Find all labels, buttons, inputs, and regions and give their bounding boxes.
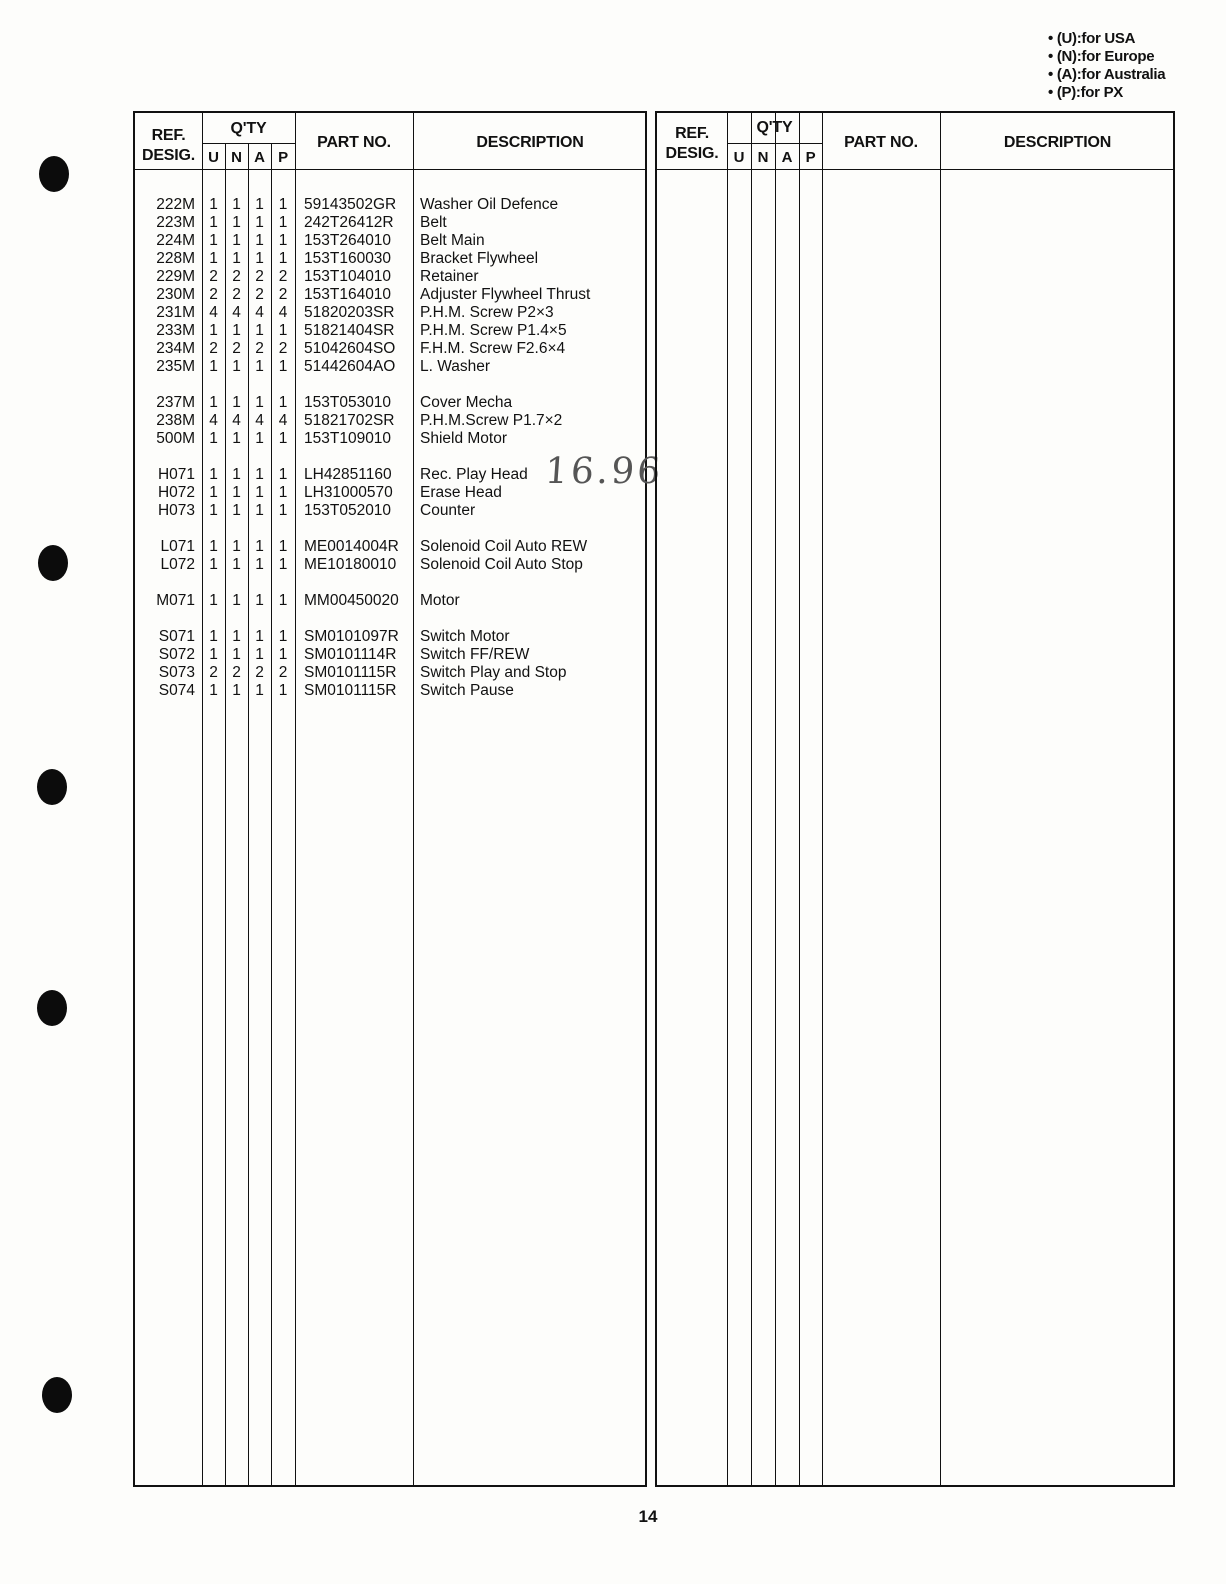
qty-a-cell: 1 <box>255 322 264 339</box>
header-qty-u: U <box>208 149 219 166</box>
description-cell: L. Washer <box>420 358 491 375</box>
parts-table-left <box>133 111 647 1487</box>
binder-hole <box>37 769 67 805</box>
qty-u-cell: 2 <box>209 268 218 285</box>
binder-hole <box>42 1377 72 1413</box>
qty-u-cell: 4 <box>209 304 218 321</box>
description-cell: Solenoid Coil Auto Stop <box>420 556 583 573</box>
qty-a-cell: 2 <box>255 664 264 681</box>
qty-p-cell: 4 <box>278 412 288 429</box>
table-row <box>135 664 645 682</box>
ref-cell: H073 <box>157 502 195 519</box>
description-cell: Switch FF/REW <box>420 646 530 663</box>
qty-a-cell: 1 <box>255 394 264 411</box>
qty-u-cell: 1 <box>209 394 218 411</box>
part-no-cell: 51821702SR <box>304 412 395 429</box>
qty-n-cell: 1 <box>232 484 241 501</box>
qty-u-cell: 2 <box>209 340 218 357</box>
qty-u-cell: 2 <box>209 664 218 681</box>
qty-p-cell: 1 <box>278 358 288 375</box>
qty-u-cell: 1 <box>209 484 218 501</box>
part-no-cell: 51042604SO <box>304 340 396 357</box>
qty-u-cell: 1 <box>209 628 218 645</box>
qty-u-cell: 1 <box>209 430 218 447</box>
qty-p-cell: 1 <box>278 322 288 339</box>
table-row <box>135 646 645 664</box>
description-cell: P.H.M.Screw P1.7×2 <box>420 412 563 429</box>
description-cell: Cover Mecha <box>420 394 513 411</box>
qty-a-cell: 1 <box>255 430 264 447</box>
description-cell: Switch Motor <box>420 628 510 645</box>
qty-a-cell: 1 <box>255 646 264 663</box>
ref-cell: S073 <box>158 664 195 681</box>
qty-p-cell: 2 <box>278 664 288 681</box>
qty-n-cell: 1 <box>232 628 241 645</box>
qty-a-cell: 1 <box>255 484 264 501</box>
qty-n-cell: 1 <box>232 430 241 447</box>
binder-hole <box>38 545 68 581</box>
qty-n-cell: 2 <box>232 340 241 357</box>
legend-item-europe: • (N):for Europe <box>1048 48 1155 65</box>
table-row <box>135 286 645 304</box>
qty-n-cell: 2 <box>232 664 241 681</box>
ref-cell: H071 <box>157 466 195 483</box>
ref-cell: L072 <box>160 556 195 573</box>
table-row <box>135 304 645 322</box>
description-cell: Belt <box>420 214 447 231</box>
qty-u-cell: 1 <box>209 646 218 663</box>
ref-cell: 500M <box>156 430 195 447</box>
part-no-cell: SM0101115R <box>304 682 397 699</box>
qty-n-cell: 1 <box>232 394 241 411</box>
legend-item-usa: • (U):for USA <box>1048 30 1136 47</box>
binder-hole <box>39 156 69 192</box>
description-cell: Rec. Play Head <box>420 466 528 483</box>
description-cell: Bracket Flywheel <box>420 250 539 267</box>
qty-p-cell: 1 <box>278 196 288 213</box>
qty-a-cell: 2 <box>255 268 264 285</box>
description-cell: Belt Main <box>420 232 485 249</box>
part-no-cell: 153T109010 <box>304 430 392 447</box>
ref-cell: 231M <box>156 304 195 321</box>
qty-u-cell: 1 <box>209 466 218 483</box>
table-row <box>135 394 645 412</box>
header-part-no: PART NO. <box>844 134 918 151</box>
qty-n-cell: 1 <box>232 556 241 573</box>
description-cell: Solenoid Coil Auto REW <box>420 538 588 555</box>
part-no-cell: 153T164010 <box>304 286 392 303</box>
ref-cell: 238M <box>156 412 195 429</box>
table-row <box>135 628 645 646</box>
table-row <box>135 196 645 214</box>
table-row <box>135 322 645 340</box>
qty-a-cell: 2 <box>255 340 264 357</box>
qty-p-cell: 1 <box>278 682 288 699</box>
ref-cell: 230M <box>156 286 195 303</box>
qty-p-cell: 1 <box>278 430 288 447</box>
ref-cell: 234M <box>156 340 195 357</box>
header-ref: REF. DESIG. <box>665 125 719 162</box>
qty-u-cell: 1 <box>209 232 218 249</box>
table-row <box>135 340 645 358</box>
page-number: 14 <box>638 1507 658 1526</box>
header-part-no: PART NO. <box>317 134 391 151</box>
qty-p-cell: 1 <box>278 646 288 663</box>
qty-n-cell: 1 <box>232 646 241 663</box>
handwritten-note: 16.96 <box>543 451 665 492</box>
ref-cell: L071 <box>160 538 195 555</box>
qty-u-cell: 4 <box>209 412 218 429</box>
description-cell: Shield Motor <box>420 430 508 447</box>
qty-u-cell: 1 <box>209 358 218 375</box>
qty-p-cell: 2 <box>278 286 288 303</box>
description-cell: F.H.M. Screw F2.6×4 <box>420 340 566 357</box>
qty-a-cell: 1 <box>255 682 264 699</box>
table-row <box>135 538 645 556</box>
qty-a-cell: 1 <box>255 628 264 645</box>
table-row <box>135 232 645 250</box>
ref-cell: S071 <box>158 628 195 645</box>
header-qty-p: P <box>805 149 816 166</box>
qty-u-cell: 1 <box>209 556 218 573</box>
ref-cell: H072 <box>157 484 195 501</box>
qty-p-cell: 1 <box>278 466 288 483</box>
part-no-cell: 59143502GR <box>304 196 397 213</box>
part-no-cell: SM0101097R <box>304 628 399 645</box>
qty-p-cell: 2 <box>278 340 288 357</box>
legend-item-px: • (P):for PX <box>1048 84 1123 101</box>
part-no-cell: 51442604AO <box>304 358 396 375</box>
table-row <box>135 412 645 430</box>
parts-table-right <box>655 111 1175 1487</box>
qty-a-cell: 4 <box>255 412 264 429</box>
description-cell: P.H.M. Screw P1.4×5 <box>420 322 567 339</box>
qty-n-cell: 4 <box>232 412 241 429</box>
qty-u-cell: 1 <box>209 682 218 699</box>
qty-n-cell: 1 <box>232 250 241 267</box>
qty-a-cell: 1 <box>255 232 264 249</box>
ref-cell: S074 <box>158 682 195 699</box>
qty-a-cell: 1 <box>255 502 264 519</box>
part-no-cell: SM0101114R <box>304 646 397 663</box>
qty-n-cell: 1 <box>232 214 241 231</box>
part-no-cell: LH31000570 <box>304 484 393 501</box>
header-qty-u: U <box>733 149 745 166</box>
qty-p-cell: 1 <box>278 394 288 411</box>
part-no-cell: SM0101115R <box>304 664 397 681</box>
header-qty-p: P <box>278 149 288 166</box>
ref-cell: 228M <box>156 250 195 267</box>
part-no-cell: 153T104010 <box>304 268 392 285</box>
qty-a-cell: 1 <box>255 592 264 609</box>
header-description: DESCRIPTION <box>1003 134 1112 151</box>
region-legend <box>1048 30 1218 102</box>
qty-n-cell: 1 <box>232 196 241 213</box>
description-cell: Erase Head <box>420 484 502 501</box>
qty-a-cell: 1 <box>255 250 264 267</box>
qty-p-cell: 1 <box>278 592 288 609</box>
table-row <box>135 430 645 448</box>
ref-cell: M071 <box>156 592 195 609</box>
qty-p-cell: 2 <box>278 268 288 285</box>
qty-p-cell: 1 <box>278 250 288 267</box>
qty-n-cell: 1 <box>232 682 241 699</box>
part-no-cell: 51821404SR <box>304 322 395 339</box>
qty-a-cell: 1 <box>255 556 264 573</box>
table-row <box>135 592 645 610</box>
ref-cell: S072 <box>158 646 195 663</box>
part-no-cell: LH42851160 <box>304 466 392 483</box>
description-cell: P.H.M. Screw P2×3 <box>420 304 554 321</box>
ref-cell: 229M <box>156 268 195 285</box>
description-cell: Adjuster Flywheel Thrust <box>420 286 591 303</box>
part-no-cell: 153T160030 <box>304 250 392 267</box>
table-row <box>135 214 645 232</box>
header-qty-n: N <box>757 149 769 166</box>
header-ref: REF. DESIG. <box>141 127 196 164</box>
qty-n-cell: 1 <box>232 538 241 555</box>
header-qty-n: N <box>231 149 242 166</box>
qty-n-cell: 1 <box>232 502 241 519</box>
qty-a-cell: 1 <box>255 196 264 213</box>
qty-p-cell: 1 <box>278 628 288 645</box>
header-qty: Q'TY <box>756 119 793 136</box>
part-no-cell: 153T052010 <box>304 502 392 519</box>
table-row <box>135 556 645 574</box>
header-description: DESCRIPTION <box>476 134 584 151</box>
qty-a-cell: 2 <box>255 286 264 303</box>
qty-a-cell: 1 <box>255 358 264 375</box>
description-cell: Switch Pause <box>420 682 514 699</box>
qty-n-cell: 4 <box>232 304 241 321</box>
qty-a-cell: 1 <box>255 214 264 231</box>
part-no-cell: MM00450020 <box>304 592 399 609</box>
qty-p-cell: 1 <box>278 502 288 519</box>
part-no-cell: 242T26412R <box>304 214 394 231</box>
table-row <box>135 268 645 286</box>
legend-item-australia: • (A):for Australia <box>1048 66 1166 83</box>
description-cell: Switch Play and Stop <box>420 664 567 681</box>
description-cell: Counter <box>420 502 476 519</box>
qty-u-cell: 1 <box>209 538 218 555</box>
table-row <box>135 250 645 268</box>
qty-p-cell: 1 <box>278 214 288 231</box>
ref-cell: 222M <box>156 196 195 213</box>
table-row <box>135 682 645 700</box>
qty-p-cell: 1 <box>278 484 288 501</box>
qty-n-cell: 2 <box>232 268 241 285</box>
description-cell: Washer Oil Defence <box>420 196 559 213</box>
table-row <box>135 358 645 376</box>
qty-u-cell: 2 <box>209 286 218 303</box>
qty-p-cell: 1 <box>278 556 288 573</box>
qty-u-cell: 1 <box>209 196 218 213</box>
binder-hole <box>37 990 67 1026</box>
description-cell: Motor <box>420 592 460 609</box>
qty-n-cell: 1 <box>232 466 241 483</box>
ref-cell: 223M <box>156 214 195 231</box>
qty-u-cell: 1 <box>209 250 218 267</box>
ref-cell: 235M <box>156 358 195 375</box>
qty-n-cell: 1 <box>232 232 241 249</box>
ref-cell: 237M <box>156 394 195 411</box>
part-no-cell: 51820203SR <box>304 304 395 321</box>
part-no-cell: ME0014004R <box>304 538 399 555</box>
part-no-cell: 153T264010 <box>304 232 392 249</box>
qty-u-cell: 1 <box>209 322 218 339</box>
qty-n-cell: 1 <box>232 592 241 609</box>
ref-cell: 224M <box>156 232 195 249</box>
qty-a-cell: 1 <box>255 538 264 555</box>
description-cell: Retainer <box>420 268 479 285</box>
qty-p-cell: 1 <box>278 232 288 249</box>
part-no-cell: 153T053010 <box>304 394 392 411</box>
qty-u-cell: 1 <box>209 592 218 609</box>
qty-u-cell: 1 <box>209 214 218 231</box>
header-qty-a: A <box>781 149 793 166</box>
part-no-cell: ME10180010 <box>304 556 397 573</box>
qty-a-cell: 4 <box>255 304 264 321</box>
qty-p-cell: 1 <box>278 538 288 555</box>
ref-cell: 233M <box>156 322 195 339</box>
qty-a-cell: 1 <box>255 466 264 483</box>
header-qty-a: A <box>254 149 265 166</box>
qty-u-cell: 1 <box>209 502 218 519</box>
qty-n-cell: 1 <box>232 322 241 339</box>
header-qty: Q'TY <box>230 120 267 137</box>
qty-n-cell: 1 <box>232 358 241 375</box>
table-row <box>135 502 645 520</box>
qty-n-cell: 2 <box>232 286 241 303</box>
qty-p-cell: 4 <box>278 304 288 321</box>
